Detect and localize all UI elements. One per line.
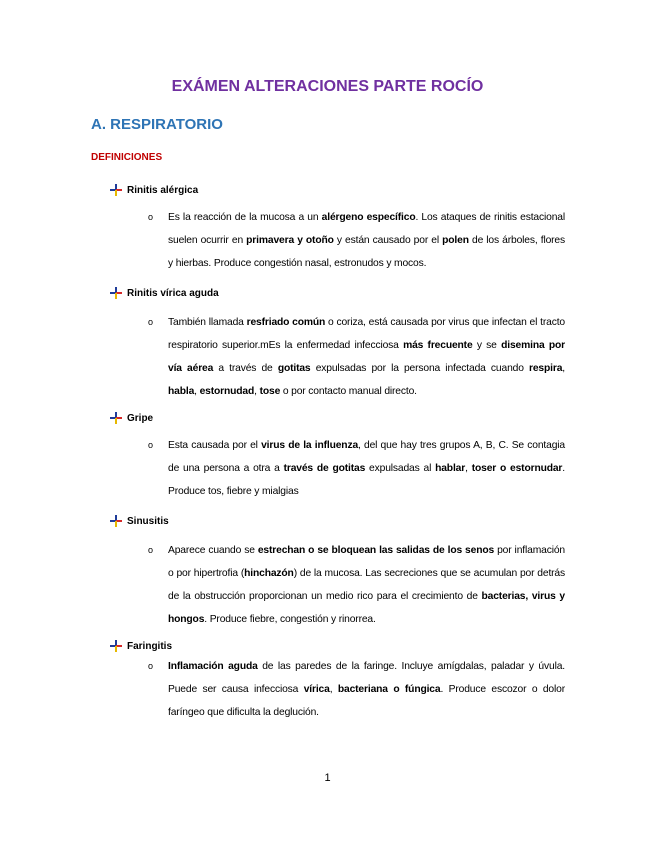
bold-run: través de gotitas <box>283 463 366 474</box>
text-run: y están causado por el <box>333 235 443 246</box>
text-run: , <box>254 386 260 397</box>
text-run: , <box>465 463 472 474</box>
list-marker: o <box>148 440 154 450</box>
term-heading <box>110 514 169 528</box>
bold-run: hablar <box>435 463 466 474</box>
four-color-star-bullet-icon <box>110 287 122 299</box>
text-run: También llamada <box>168 317 247 328</box>
term-label: Sinusitis <box>127 515 169 527</box>
text-run: , <box>194 386 200 397</box>
bold-run: alérgeno específico <box>321 212 416 223</box>
text-run: , <box>562 363 566 374</box>
definition-text <box>168 434 565 503</box>
definition-text <box>168 206 565 275</box>
text-run: . Produce tos, fiebre y mialgias <box>168 463 566 497</box>
text-run: expulsadas al <box>365 463 436 474</box>
term-label: Rinitis alérgica <box>127 184 199 196</box>
bold-run: vírica <box>303 684 330 695</box>
bold-run: más frecuente <box>403 340 473 351</box>
text-run: de los árboles, flores y hierbas. Produce congestión nasal, estronudos y mocos. <box>168 235 566 269</box>
definition <box>148 655 565 724</box>
bold-run: hinchazón <box>244 568 294 579</box>
definition <box>148 434 565 503</box>
four-color-star-bullet-icon <box>110 515 122 527</box>
term-heading <box>110 286 219 300</box>
term-heading <box>110 183 198 197</box>
text-run: por inflamación o por hipertrofia ( <box>168 545 565 579</box>
bold-run: Inflamación aguda <box>168 661 258 672</box>
term-heading <box>110 639 172 653</box>
text-run: a través de <box>213 363 278 374</box>
bold-run: disemina por vía aérea <box>168 340 565 374</box>
list-marker: o <box>148 661 154 671</box>
four-color-star-bullet-icon <box>110 412 122 424</box>
term-label: Gripe <box>127 412 154 424</box>
bold-run: estrechan o se bloquean las salidas de los senos <box>257 545 495 556</box>
list-marker: o <box>148 545 154 555</box>
bold-run: virus de la influenza <box>261 440 359 451</box>
text-run: . Los ataques de rinitis estacional suelen ocurrir en <box>168 212 566 246</box>
text-run: . Produce fiebre, congestión y rinorrea. <box>204 614 376 625</box>
bold-run: resfriado común <box>246 317 326 328</box>
text-run: de las paredes de la faringe. Incluye amígdalas, paladar y úvula. Puede ser causa infecciosa <box>168 661 565 695</box>
bold-run: habla <box>168 386 195 397</box>
text-run: y se <box>472 340 502 351</box>
term-heading <box>110 411 153 425</box>
bold-run: gotitas <box>277 363 311 374</box>
bold-run: primavera y otoño <box>246 235 334 246</box>
bold-run: tose <box>259 386 281 397</box>
text-run: , del que hay tres grupos A, B, C. Se contagia de una persona a otra a <box>168 440 566 474</box>
definition <box>148 311 565 403</box>
definition <box>148 539 565 631</box>
text-run: ) de la mucosa. Las secreciones que se acumulan por detrás de la obstrucción proporcionan un medio rico para el crecimiento de <box>168 568 566 602</box>
bold-run: bacterias, virus y hongos <box>168 591 565 625</box>
bold-run: polen <box>442 235 469 246</box>
text-run: o por contacto manual directo. <box>280 386 417 397</box>
section-heading: A. RESPIRATORIO <box>91 116 223 133</box>
list-marker: o <box>148 317 154 327</box>
text-run: Esta causada por el <box>168 440 262 451</box>
text-run: o coriza, está causada por virus que infectan el tracto respiratorio superior.mEs la enfermedad infecciosa <box>168 317 565 351</box>
text-run: Aparece cuando se <box>168 545 258 556</box>
page-number: 1 <box>324 772 331 784</box>
term-label: Rinitis vírica aguda <box>127 287 219 299</box>
bold-run: respira <box>529 363 563 374</box>
bold-run: bacteriana o fúngica <box>337 684 441 695</box>
definition-text <box>168 655 565 724</box>
definition <box>148 206 565 275</box>
text-run: Es la reacción de la mucosa a un <box>168 212 322 223</box>
definition-text <box>168 311 565 403</box>
subsection-heading: DEFINICIONES <box>91 152 163 163</box>
list-marker: o <box>148 212 154 222</box>
four-color-star-bullet-icon <box>110 184 122 196</box>
bold-run: toser o estornudar <box>471 463 563 474</box>
text-run: expulsadas por la persona infectada cuando <box>310 363 529 374</box>
definition-text <box>168 539 565 631</box>
text-run: . Produce escozor o dolor faríngeo que dificulta la deglución. <box>168 684 565 718</box>
bold-run: estornudad <box>199 386 255 397</box>
text-run: , <box>329 684 338 695</box>
four-color-star-bullet-icon <box>110 640 122 652</box>
term-label: Faringitis <box>127 640 173 652</box>
page-title: EXÁMEN ALTERACIONES PARTE ROCÍO <box>171 78 484 95</box>
